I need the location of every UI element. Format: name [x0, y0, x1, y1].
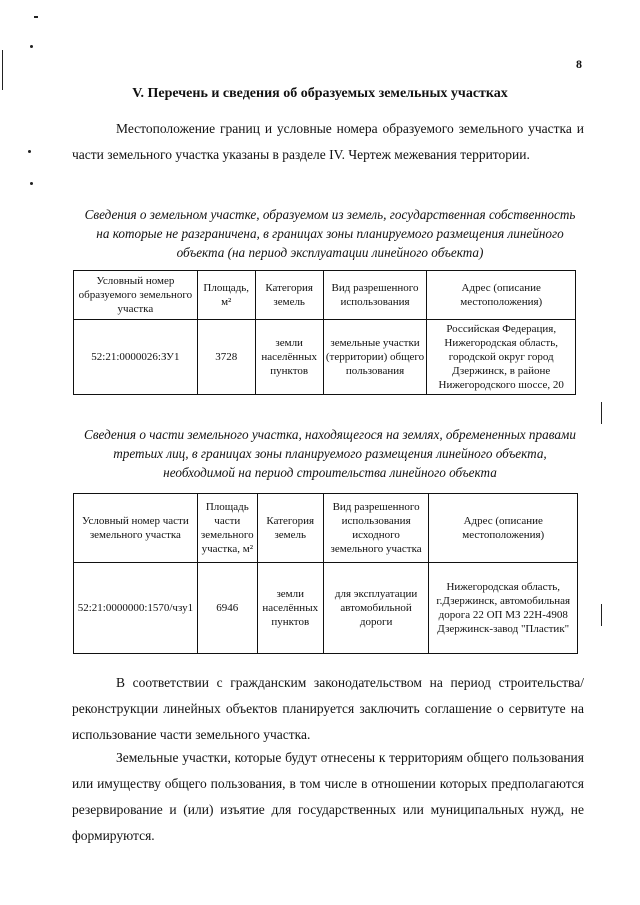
scan-mark: [34, 16, 38, 18]
cell-category: земли населённых пунктов: [257, 563, 323, 654]
scan-mark: [30, 182, 33, 185]
cell-permitted-use: для эксплуатации автомобильной дороги: [323, 563, 429, 654]
header-cell: Категория земель: [257, 494, 323, 563]
header-cell: Категория земель: [255, 271, 323, 320]
cell-plot-number: 52:21:0000026:ЗУ1: [74, 320, 198, 395]
formed-plot-table: [73, 270, 576, 395]
header-cell: Адрес (описание местоположения): [429, 494, 578, 563]
header-cell: Условный номер части земельного участка: [74, 494, 198, 563]
header-cell: Площадь части земельного участка, м²: [197, 494, 257, 563]
table-header-row: [74, 494, 578, 563]
cell-address: Нижегородская область, г.Дзержинск, автомобильная дорога 22 ОП МЗ 22Н-4908 Дзержинск-завод "Пластик": [429, 563, 578, 654]
scan-mark: [601, 402, 602, 424]
page-number: 8: [576, 57, 582, 71]
table2-caption: Сведения о части земельного участка, находящегося на землях, обремененных правами третьих лиц, в границах зоны планируемого размещения линейного объекта, необходимой на период строительства линейного объекта: [84, 427, 576, 480]
header-cell: Площадь, м²: [197, 271, 255, 320]
cell-part-number: 52:21:0000000:1570/чзу1: [74, 563, 198, 654]
table-row: [74, 563, 578, 654]
cell-area: 3728: [197, 320, 255, 395]
cell-permitted-use: земельные участки (территории) общего пользования: [323, 320, 427, 395]
table-header-row: [74, 271, 576, 320]
scan-mark: [30, 45, 33, 48]
paragraph-location: Местоположение границ и условные номера образуемого земельного участка и части земельного участка указаны в разделе IV. Чертеж межевания территории.: [72, 121, 584, 162]
scan-mark: [2, 50, 3, 90]
cell-category: земли населённых пунктов: [255, 320, 323, 395]
header-cell: Условный номер образуемого земельного участка: [74, 271, 198, 320]
plot-part-table: [73, 493, 578, 654]
table1-caption: Сведения о земельном участке, образуемом из земель, государственная собственность на которые не разграничена, в границах зоны планируемого размещения линейного объекта (на период эксплуатации линейного объекта): [84, 207, 576, 260]
header-cell: Вид разрешенного использования: [323, 271, 427, 320]
cell-area: 6946: [197, 563, 257, 654]
paragraph-servitude: В соответствии с гражданским законодательством на период строительства/реконструкции линейных объектов планируется заключить соглашение о сервитуте на использование части земельного участка.: [72, 675, 584, 742]
scan-mark: [28, 150, 31, 153]
scan-mark: [601, 604, 602, 626]
table-row: [74, 320, 576, 395]
cell-address: Российская Федерация, Нижегородская область, городской округ город Дзержинск, в районе Нижегородского шоссе, 20: [427, 320, 576, 395]
paragraph-public-plots: Земельные участки, которые будут отнесены к территориям общего пользования или имуществу общего пользования, в том числе в отношении которых предполагаются резервирование и (или) изъятие для государственных или муниципальных нужд, не формируются.: [72, 750, 584, 843]
header-cell: Адрес (описание местоположения): [427, 271, 576, 320]
section-title: V. Перечень и сведения об образуемых земельных участках: [132, 86, 508, 101]
header-cell: Вид разрешенного использования исходного земельного участка: [323, 494, 429, 563]
